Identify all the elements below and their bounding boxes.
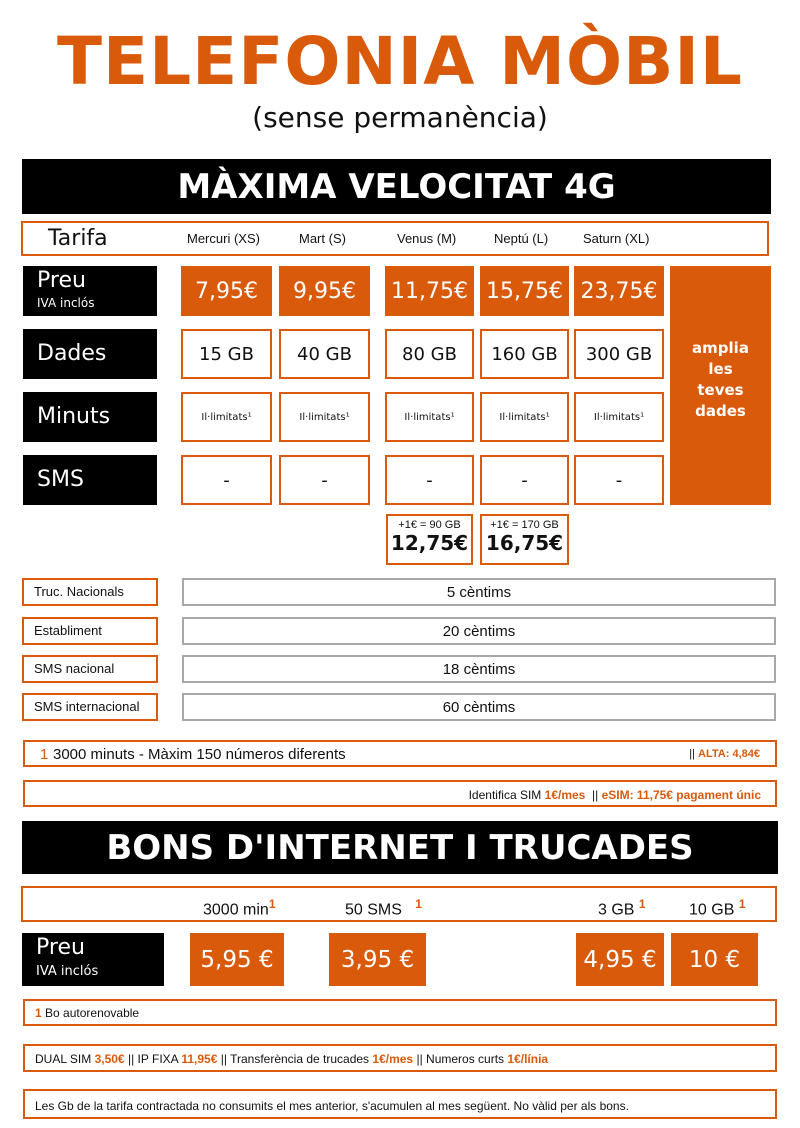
data-s: 40 GB [279, 329, 370, 379]
data-m: 80 GB [385, 329, 474, 379]
expand-data-line1: amplia [692, 339, 749, 357]
service-separator-2: || [220, 1052, 227, 1066]
bonus-header-10gb-sup: 1 [738, 897, 746, 911]
page-title: TELEFONIA MÒBIL [57, 23, 743, 100]
service-short-numbers-price: 1€/línia [507, 1052, 549, 1066]
minutes-xs: Il·limitats¹ [181, 392, 272, 442]
data-rollover-disclaimer: Les Gb de la tarifa contractada no consumits el mes anterior, s'acumulen al mes següent. No vàlid per als bons. [23, 1089, 777, 1119]
rate-label-setup: Establiment [22, 617, 158, 645]
service-dual-sim-price: 3,50€ [94, 1052, 125, 1066]
section-banner-text: MÀXIMA VELOCITAT 4G [177, 166, 616, 207]
plan-name-xl: Saturn (XL) [583, 231, 650, 246]
bonus-price-10gb: 10 € [671, 933, 758, 986]
extra-data-m-note: +1€ = 90 GB [398, 519, 461, 531]
row-label-minuts-text: Minuts [37, 404, 111, 429]
rate-value-sms-international: 60 cèntims [182, 693, 776, 721]
rate-value-sms-national: 18 cèntims [182, 655, 776, 683]
expand-data-block [670, 266, 771, 505]
service-ip-fixa-label: IP FIXA [137, 1052, 178, 1066]
sms-xl: - [574, 455, 664, 505]
extra-data-l-price: 16,75€ [485, 531, 564, 555]
plan-name-s: Mart (S) [299, 231, 346, 246]
bonus-header-3gb-sup: 1 [638, 897, 646, 911]
expand-data-line2: les [708, 360, 733, 378]
price-xs: 7,95€ [181, 266, 272, 316]
bonus-header-minutes-sup: 1 [268, 897, 276, 911]
bonus-header-3gb [598, 897, 646, 919]
expand-data-line3: teves [697, 381, 744, 399]
bonus-price-label-sub: IVA inclós [36, 964, 99, 979]
plan-name-l: Neptú (L) [494, 231, 549, 246]
sim-info-row [23, 780, 777, 807]
esim-price: eSIM: 11,75€ pagament únic [601, 788, 761, 802]
bonus-header-3gb-label: 3 GB [598, 901, 635, 919]
row-label-dades-text: Dades [37, 341, 107, 366]
sim-label: Identifica SIM [468, 788, 542, 802]
sim-separator: || [592, 788, 599, 802]
extra-services-row [23, 1044, 777, 1072]
service-separator-1: || [127, 1052, 135, 1066]
bonus-header-minutes [203, 897, 276, 919]
sms-s: - [279, 455, 370, 505]
sms-xs: - [181, 455, 272, 505]
bonus-note [23, 999, 777, 1026]
section-banner-bons [22, 821, 778, 874]
bonus-price-sms: 3,95 € [329, 933, 426, 986]
footnote-separator: || [689, 748, 695, 760]
sms-m: - [385, 455, 474, 505]
row-label-sms-text: SMS [37, 467, 84, 492]
service-ip-fixa-price: 11,95€ [181, 1052, 218, 1066]
price-s: 9,95€ [279, 266, 370, 316]
bonus-price-minutes: 5,95 € [190, 933, 284, 986]
section-banner-bons-text: BONS D'INTERNET I TRUCADES [106, 827, 694, 868]
rate-value-calls: 5 cèntims [182, 578, 776, 606]
plan-name-m: Venus (M) [397, 231, 457, 246]
tariff-header-row [21, 221, 769, 256]
service-dual-sim-label: DUAL SIM [35, 1052, 92, 1066]
sim-price: 1€/mes [544, 788, 586, 802]
minutes-l: Il·limitats¹ [480, 392, 569, 442]
data-l: 160 GB [480, 329, 569, 379]
data-xs: 15 GB [181, 329, 272, 379]
bonus-price-3gb: 4,95 € [576, 933, 664, 986]
bonus-note-number: 1 [35, 1006, 42, 1020]
rate-value-setup: 20 cèntims [182, 617, 776, 645]
section-banner-4g [22, 159, 771, 214]
service-short-numbers-label: Numeros curts [426, 1052, 505, 1066]
bonus-header-sms [345, 897, 422, 919]
tariff-label: Tarifa [48, 226, 108, 251]
row-label-dades [23, 329, 157, 379]
row-label-minuts [23, 392, 157, 442]
bonus-header-minutes-label: 3000 min [203, 901, 269, 919]
row-label-sms [23, 455, 157, 505]
extra-data-m [386, 514, 473, 565]
footnote-text: 3000 minuts - Màxim 150 números diferents [53, 746, 346, 763]
footnote-number: 1 [40, 746, 49, 763]
row-label-preu-sub: IVA inclós [37, 296, 95, 310]
bonus-header-sms-label: 50 SMS [345, 901, 402, 919]
extra-data-m-price: 12,75€ [390, 531, 469, 555]
price-l: 15,75€ [480, 266, 569, 316]
minutes-s: Il·limitats¹ [279, 392, 370, 442]
bonus-note-text: Bo autorenovable [45, 1006, 140, 1020]
service-separator-3: || [416, 1052, 423, 1066]
row-label-preu-text: Preu [37, 268, 86, 293]
data-xl: 300 GB [574, 329, 664, 379]
bonus-price-label-text: Preu [36, 935, 85, 960]
minutes-xl: Il·limitats¹ [574, 392, 664, 442]
page-subtitle: (sense permanència) [252, 101, 548, 134]
bonus-price-label [22, 933, 164, 986]
extra-data-l [480, 514, 569, 565]
bonus-header-sms-sup: 1 [415, 897, 422, 911]
rate-label-sms-national: SMS nacional [22, 655, 158, 683]
expand-data-line4: dades [695, 402, 746, 420]
service-transfer-price: 1€/mes [372, 1052, 414, 1066]
bonus-header-10gb [689, 897, 746, 919]
rate-label-sms-international: SMS internacional [22, 693, 158, 721]
sms-l: - [480, 455, 569, 505]
bonus-header-10gb-label: 10 GB [689, 901, 735, 919]
plan-name-xs: Mercuri (XS) [187, 231, 260, 246]
bonus-header-row [21, 886, 777, 922]
extra-data-l-note: +1€ = 170 GB [490, 519, 559, 531]
service-transfer-label: Transferència de trucades [230, 1052, 370, 1066]
minutes-m: Il·limitats¹ [385, 392, 474, 442]
minutes-footnote [23, 740, 777, 767]
price-xl: 23,75€ [574, 266, 664, 316]
rate-label-calls: Truc. Nacionals [22, 578, 158, 606]
price-m: 11,75€ [385, 266, 474, 316]
activation-fee: ALTA: 4,84€ [698, 748, 760, 760]
row-label-preu [23, 266, 157, 316]
